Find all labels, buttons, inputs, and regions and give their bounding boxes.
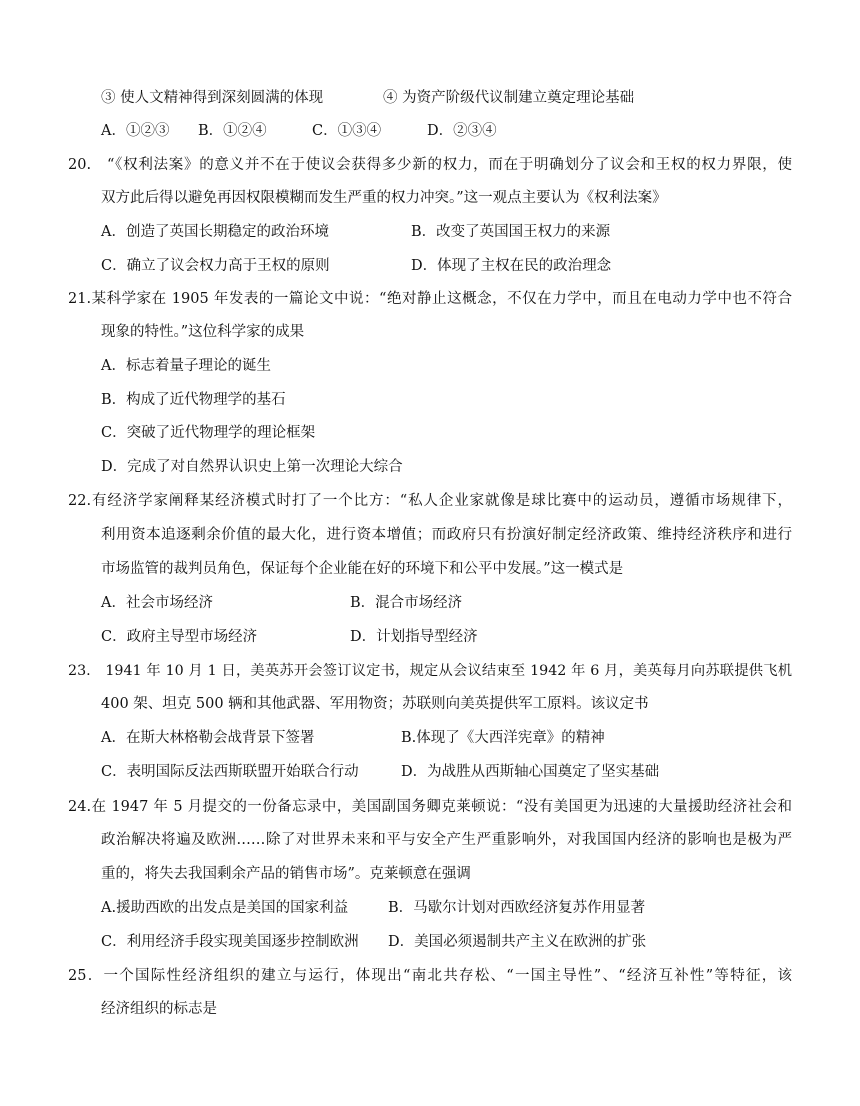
q23-option-b: B.体现了《大西洋宪章》的精神 — [401, 730, 605, 746]
q22-stem-line-3: 市场监管的裁判员角色，保证每个企业能在好的环境下和公平中发展。”这一模式是 — [101, 561, 624, 577]
q25-stem-line-1: 25．一个国际性经济组织的建立与运行，体现出“南北共存松、“一国主导性”、“经济互补性”等特征，该 — [68, 968, 792, 984]
q20-option-a: A．创造了英国长期稳定的政治环境 — [101, 224, 329, 240]
q22-option-d: D．计划指导型经济 — [350, 629, 478, 645]
q23-stem-line-1: 23. 1941 年 10 月 1 日，美英苏开会签订议定书，规定从会议结束至 1942 年 6 月，美英每月向苏联提供飞机 — [68, 663, 792, 679]
q21-stem-line-2: 现象的特性。”这位科学家的成果 — [101, 324, 305, 340]
q23-option-a: A．在斯大林格勒会战背景下签署 — [101, 730, 315, 746]
q20-option-d: D．体现了主权在民的政治理念 — [411, 258, 612, 274]
q21-stem-line-1: 21.某科学家在 1905 年发表的一篇论文中说：“绝对静止这概念，不仅在力学中，而且在电动力学中也不符合 — [68, 291, 792, 307]
q21-option-c: C．突破了近代物理学的理论框架 — [101, 425, 316, 441]
q23-option-d: D．为战胜从西斯轴心国奠定了坚实基础 — [401, 764, 660, 780]
q19-option-a: A．①②③ — [101, 123, 170, 139]
q24-option-d: D．美国必须遏制共产主义在欧洲的扩张 — [388, 934, 647, 950]
q19-option-c: C．①③④ — [312, 123, 382, 139]
q24-stem-line-1: 24.在 1947 年 5 月提交的一份备忘录中，美国副国务卿克莱顿说：“没有美国更为迅速的大量援助经济社会和 — [68, 799, 792, 815]
q22-stem-line-2: 利用资本追逐剩余价值的最大化，进行资本增值；而政府只有扮演好制定经济政策、维持经济秩序和进行 — [101, 527, 792, 543]
q20-option-b: B．改变了英国国王权力的来源 — [411, 224, 611, 240]
q20-option-c: C．确立了议会权力高于王权的原则 — [101, 258, 330, 274]
q25-stem-line-2: 经济组织的标志是 — [101, 1001, 217, 1017]
q21-option-a: A．标志着量子理论的诞生 — [101, 358, 271, 374]
q24-option-a: A.援助西欧的出发点是美国的国家利益 — [101, 900, 349, 916]
q24-option-b: B．马歇尔计划对西欧经济复苏作用显著 — [388, 900, 646, 916]
q24-stem-line-3: 重的，将失去我国剩余产品的销售市场”。克莱顿意在强调 — [101, 866, 471, 882]
q23-stem-line-2: 400 架、坦克 500 辆和其他武器、军用物资；苏联则向美英提供军工原料。该议定书 — [101, 696, 649, 712]
q21-option-d: D．完成了对自然界认识史上第一次理论大综合 — [101, 459, 403, 475]
q23-option-c: C．表明国际反法西斯联盟开始联合行动 — [101, 764, 359, 780]
q22-stem-line-1: 22.有经济学家阐释某经济模式时打了一个比方：“私人企业家就像是球比赛中的运动员，遵循市场规律下， — [68, 493, 792, 509]
q19-option-d: D．②③④ — [427, 123, 497, 139]
q21-option-b: B．构成了近代物理学的基石 — [101, 392, 286, 408]
q19-item-3: ③ 使人文精神得到深刻圆满的体现 — [101, 90, 324, 106]
q19-item-4: ④ 为资产阶级代议制建立奠定理论基础 — [383, 90, 635, 106]
q22-option-c: C．政府主导型市场经济 — [101, 629, 258, 645]
q19-option-b: B．①②④ — [198, 123, 267, 139]
q20-stem-line-2: 双方此后得以避免再因权限模糊而发生严重的权力冲突。”这一观点主要认为《权利法案》 — [101, 190, 667, 206]
q22-option-b: B．混合市场经济 — [350, 595, 463, 611]
q20-stem-line-1: 20. “《权利法案》的意义并不在于使议会获得多少新的权力，而在于明确划分了议会和王权的权力界限，使 — [68, 157, 792, 173]
q24-option-c: C．利用经济手段实现美国逐步控制欧洲 — [101, 934, 359, 950]
q24-stem-line-2: 政治解决将遍及欧洲……除了对世界未来和平与安全产生严重影响外，对我国国内经济的影响也是极为严 — [101, 832, 792, 848]
q22-option-a: A．社会市场经济 — [101, 595, 213, 611]
